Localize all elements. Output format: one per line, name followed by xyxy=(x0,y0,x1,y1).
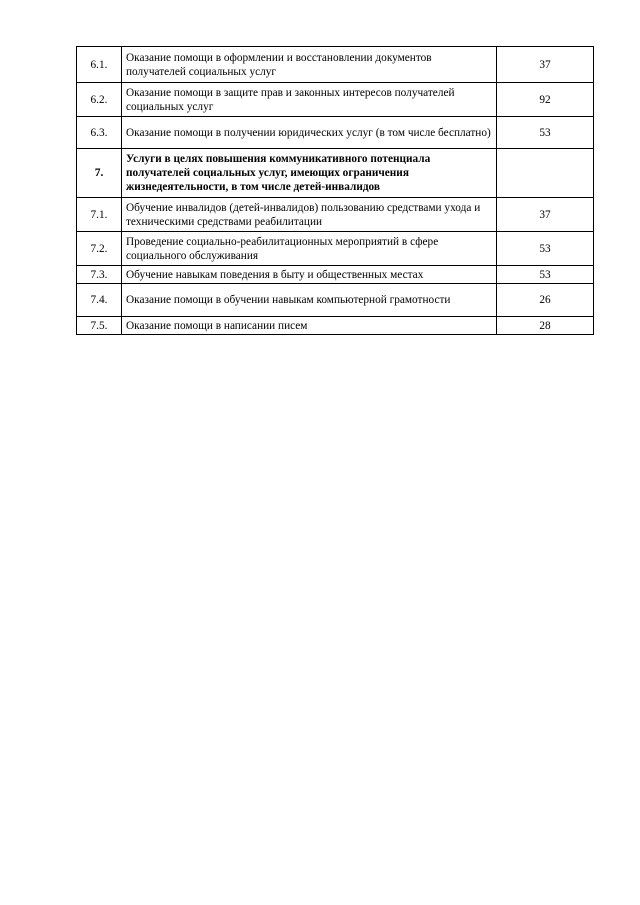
table-row xyxy=(77,232,594,266)
service-name: Обучение навыкам поведения в быту и общественных местах xyxy=(122,266,497,284)
row-number: 7.2. xyxy=(77,232,122,266)
table-row xyxy=(77,284,594,317)
row-number: 7.1. xyxy=(77,198,122,232)
service-name: Проведение социально-реабилитационных мероприятий в сфере социального обслуживания xyxy=(122,232,497,266)
service-count: 53 xyxy=(497,266,594,284)
service-name: Оказание помощи в получении юридических услуг (в том числе бесплатно) xyxy=(122,117,497,149)
section-title: Услуги в целях повышения коммуникативного потенциала получателей социальных услуг, имеющих ограничения жизнедеятельности, в том числе детей-инвалидов xyxy=(122,149,497,198)
service-count: 37 xyxy=(497,47,594,83)
service-count: 26 xyxy=(497,284,594,317)
row-number: 6.1. xyxy=(77,47,122,83)
table-row xyxy=(77,47,594,83)
table-row xyxy=(77,83,594,117)
section-number: 7. xyxy=(77,149,122,198)
service-count: 37 xyxy=(497,198,594,232)
table-row xyxy=(77,266,594,284)
row-number: 7.5. xyxy=(77,317,122,335)
service-count: 53 xyxy=(497,232,594,266)
service-name: Оказание помощи в обучении навыкам компьютерной грамотности xyxy=(122,284,497,317)
row-number: 7.3. xyxy=(77,266,122,284)
row-number: 7.4. xyxy=(77,284,122,317)
service-name: Обучение инвалидов (детей-инвалидов) пользованию средствами ухода и техническими средствами реабилитации xyxy=(122,198,497,232)
row-number: 6.3. xyxy=(77,117,122,149)
row-number: 6.2. xyxy=(77,83,122,117)
service-count: 28 xyxy=(497,317,594,335)
section-count xyxy=(497,149,594,198)
service-name: Оказание помощи в написании писем xyxy=(122,317,497,335)
section-row xyxy=(77,149,594,198)
service-count: 92 xyxy=(497,83,594,117)
services-table xyxy=(76,46,594,335)
table-row xyxy=(77,198,594,232)
table-row xyxy=(77,317,594,335)
table-row xyxy=(77,117,594,149)
service-count: 53 xyxy=(497,117,594,149)
service-name: Оказание помощи в защите прав и законных интересов получателей социальных услуг xyxy=(122,83,497,117)
service-name: Оказание помощи в оформлении и восстановлении документов получателей социальных услуг xyxy=(122,47,497,83)
